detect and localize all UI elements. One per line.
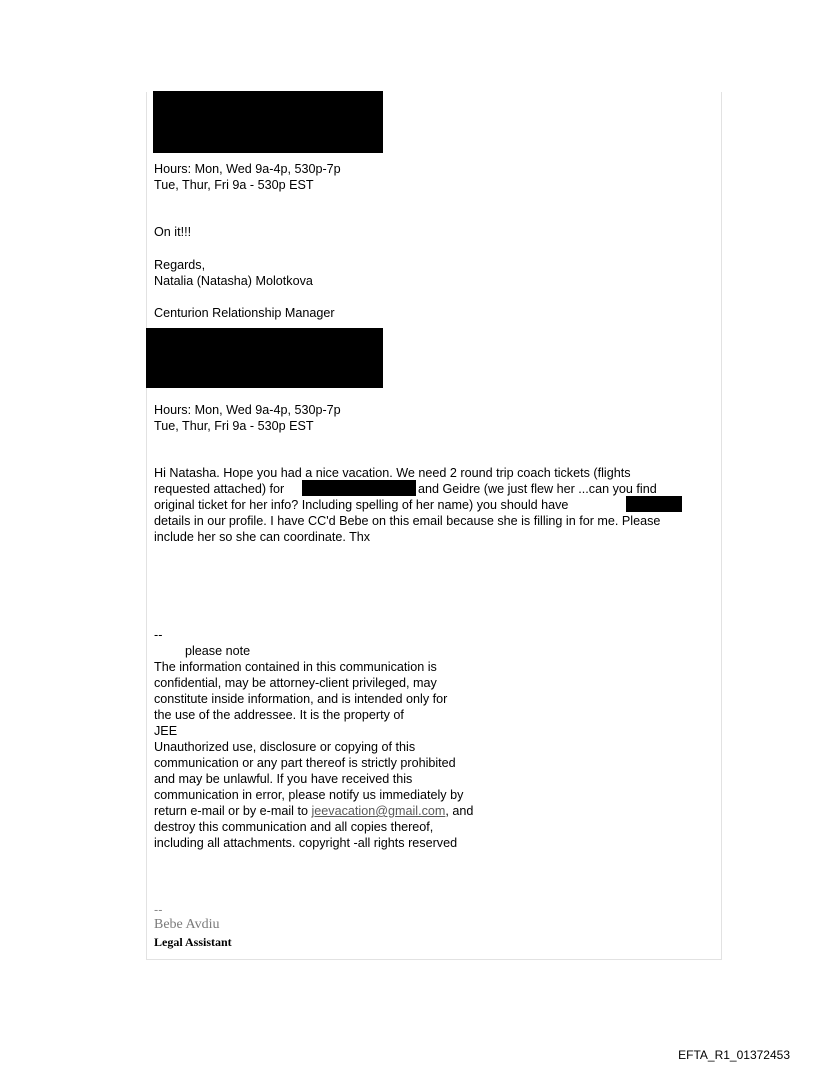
disclaimer-email-prefix: return e-mail or by e-mail to [154, 804, 312, 818]
disclaimer-line: JEE [154, 724, 178, 738]
reply-sender-title: Centurion Relationship Manager [154, 306, 335, 320]
hours-line-1: Hours: Mon, Wed 9a-4p, 530p-7p [154, 162, 341, 176]
message-line-1: Hi Natasha. Hope you had a nice vacation. We need 2 round trip coach tickets (flights [154, 466, 631, 480]
reply-closing: Regards, [154, 258, 206, 272]
redaction-inline-profile [626, 496, 682, 512]
redaction-block-top [153, 91, 383, 153]
disclaimer-separator: -- [154, 628, 163, 642]
disclaimer-line: including all attachments. copyright -all rights reserved [154, 836, 458, 850]
reply-sender-name: Natalia (Natasha) Molotkova [154, 274, 313, 288]
message-line-5: include her so she can coordinate. Thx [154, 530, 371, 544]
redaction-block-middle [146, 328, 383, 388]
disclaimer-line: Unauthorized use, disclosure or copying of this [154, 740, 416, 754]
signature-name: Bebe Avdiu [154, 917, 220, 932]
disclaimer-email-line [154, 803, 473, 819]
disclaimer-line: The information contained in this communication is [154, 660, 437, 674]
disclaimer-line: communication or any part thereof is strictly prohibited [154, 756, 456, 770]
redaction-inline-name [302, 480, 416, 496]
signature-title: Legal Assistant [154, 935, 232, 949]
disclaimer-line: confidential, may be attorney-client privileged, may [154, 676, 437, 690]
hours-line-2-repeat: Tue, Thur, Fri 9a - 530p EST [154, 419, 314, 433]
document-id: EFTA_R1_01372453 [678, 1048, 790, 1062]
disclaimer-heading: please note [185, 644, 251, 658]
message-line-3: original ticket for her info? Including spelling of her name) you should have [154, 498, 569, 512]
disclaimer-line: constitute inside information, and is intended only for [154, 692, 448, 706]
disclaimer-line: destroy this communication and all copies thereof, [154, 820, 434, 834]
email-link[interactable]: jeevacation@gmail.com [311, 804, 446, 818]
reply-body: On it!!! [154, 225, 192, 239]
hours-line-1-repeat: Hours: Mon, Wed 9a-4p, 530p-7p [154, 403, 341, 417]
disclaimer-line: the use of the addressee. It is the property of [154, 708, 404, 722]
disclaimer-line: communication in error, please notify us immediately by [154, 788, 464, 802]
message-line-2a: requested attached) for [154, 482, 285, 496]
signature-separator: -- [154, 903, 163, 917]
hours-line-2: Tue, Thur, Fri 9a - 530p EST [154, 178, 314, 192]
message-line-2b: and Geidre (we just flew her ...can you find [418, 482, 657, 496]
disclaimer-line: and may be unlawful. If you have received this [154, 772, 413, 786]
disclaimer-email-suffix: , and [445, 804, 474, 818]
message-line-4: details in our profile. I have CC'd Bebe on this email because she is filling in for me. Please [154, 514, 661, 528]
